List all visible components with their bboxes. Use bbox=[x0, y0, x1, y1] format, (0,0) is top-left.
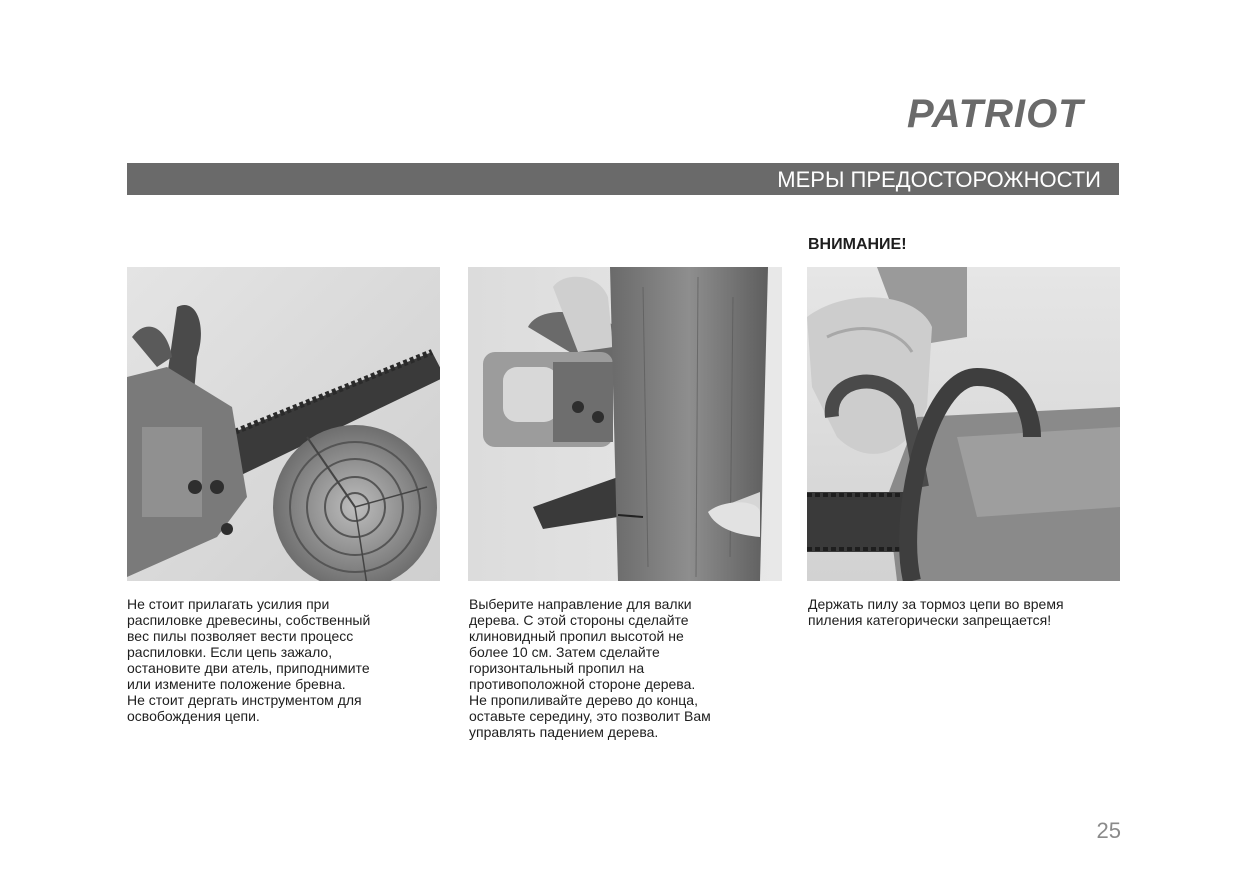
caption-line: оставьте середину, это позволит Вам bbox=[469, 708, 711, 724]
caption-line: управлять падением дерева. bbox=[469, 724, 659, 740]
caption-line: или измените положение бревна. bbox=[127, 676, 346, 692]
logo-text: PATRIOT bbox=[907, 92, 1084, 134]
caption-line: пиления категорически запрещается! bbox=[808, 612, 1052, 628]
chainsaw-cutting-log-photo bbox=[127, 267, 440, 581]
caption-line: Не стоит дергать инструментом для bbox=[127, 692, 362, 708]
section-header-banner bbox=[127, 163, 1119, 195]
patriot-logo bbox=[905, 90, 1120, 134]
felling-tree-wedge-cut-photo bbox=[468, 267, 782, 581]
caption-line: противоположной стороне дерева. bbox=[469, 676, 696, 692]
caption-line: освобождения цепи. bbox=[127, 708, 260, 724]
caption-line: распиловке древесины, собственный bbox=[127, 612, 371, 628]
section-title: МЕРЫ ПРЕДОСТОРОЖНОСТИ bbox=[777, 167, 1101, 192]
caption-line: дерева. С этой стороны сделайте bbox=[469, 612, 689, 628]
caption-line: вес пилы позволяет вести процесс bbox=[127, 628, 354, 644]
caption-line: более 10 см. Затем сделайте bbox=[469, 644, 660, 660]
caption-line: распиловки. Если цепь зажало, bbox=[127, 644, 333, 660]
caption-line: Не стоит прилагать усилия при bbox=[127, 596, 330, 612]
caption-chainsaw-cutting bbox=[127, 596, 447, 724]
caption-line: остановите дви атель, приподнимите bbox=[127, 660, 370, 676]
caption-line: Выберите направление для валки bbox=[469, 596, 692, 612]
caption-chain-brake-warning bbox=[808, 596, 1128, 628]
caption-line: горизонтальный пропил на bbox=[469, 660, 645, 676]
warning-heading: ВНИМАНИЕ! bbox=[808, 236, 907, 253]
caption-line: клиновидный пропил высотой не bbox=[469, 628, 684, 644]
caption-line: Держать пилу за тормоз цепи во время bbox=[808, 596, 1064, 612]
hand-holding-chain-brake-photo bbox=[807, 267, 1120, 581]
page-number: 25 bbox=[1096, 818, 1121, 843]
caption-tree-felling bbox=[469, 596, 789, 740]
caption-line: Не пропиливайте дерево до конца, bbox=[469, 692, 698, 708]
